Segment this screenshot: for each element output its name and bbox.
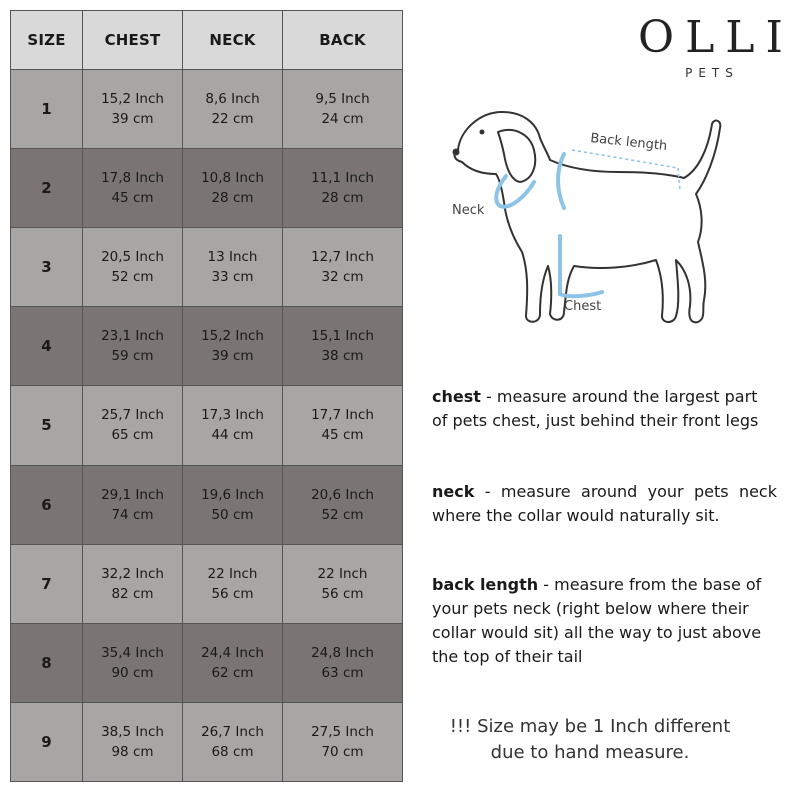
back-cell <box>283 149 402 227</box>
chest-description <box>432 385 777 433</box>
back-cm: 38 cm <box>321 348 364 365</box>
size-cell <box>11 70 83 148</box>
table-row <box>11 70 402 149</box>
size-value: 8 <box>41 653 52 672</box>
size-cell <box>11 307 83 385</box>
neck-cm: 28 cm <box>211 190 254 207</box>
back-cell <box>283 703 402 781</box>
back-inch: 17,7 Inch <box>311 407 374 424</box>
neck-cm: 33 cm <box>211 269 254 286</box>
neck-inch: 10,8 Inch <box>201 170 264 187</box>
chest-inch: 25,7 Inch <box>101 407 164 424</box>
table-header-row <box>11 11 402 70</box>
neck-label: Neck <box>452 203 485 218</box>
size-value: 4 <box>41 337 52 356</box>
neck-inch: 15,2 Inch <box>201 328 264 345</box>
chest-cell <box>83 466 183 544</box>
size-value: 1 <box>41 100 52 119</box>
neck-text: - measure around your pets neck where the collar would naturally sit. <box>432 482 777 525</box>
neck-inch: 19,6 Inch <box>201 486 264 503</box>
neck-cell <box>183 149 283 227</box>
brand-logo <box>630 12 794 80</box>
table-row <box>11 545 402 624</box>
chest-cell <box>83 624 183 702</box>
table-row <box>11 149 402 228</box>
chest-inch: 29,1 Inch <box>101 486 164 503</box>
size-value: 7 <box>41 574 52 593</box>
neck-cell <box>183 70 283 148</box>
chest-label: Chest <box>564 299 602 314</box>
neck-inch: 17,3 Inch <box>201 407 264 424</box>
back-cm: 52 cm <box>321 506 364 523</box>
chest-inch: 35,4 Inch <box>101 644 164 661</box>
brand-name: OLLI <box>638 12 794 63</box>
size-cell <box>11 545 83 623</box>
table-row <box>11 228 402 307</box>
chest-cell <box>83 703 183 781</box>
chest-inch: 20,5 Inch <box>101 249 164 266</box>
back-inch: 27,5 Inch <box>311 723 374 740</box>
table-body <box>11 70 402 781</box>
neck-cm: 68 cm <box>211 743 254 760</box>
neck-cell <box>183 624 283 702</box>
back-inch: 15,1 Inch <box>311 328 374 345</box>
neck-cell <box>183 703 283 781</box>
neck-inch: 26,7 Inch <box>201 723 264 740</box>
back-cell <box>283 228 402 306</box>
chest-inch: 17,8 Inch <box>101 170 164 187</box>
back-cm: 70 cm <box>321 743 364 760</box>
size-cell <box>11 703 83 781</box>
chest-cm: 39 cm <box>111 111 154 128</box>
chest-cell <box>83 386 183 464</box>
chest-cm: 65 cm <box>111 427 154 444</box>
back-inch: 12,7 Inch <box>311 249 374 266</box>
header-back: BACK <box>319 31 366 49</box>
chest-cell <box>83 70 183 148</box>
neck-cell <box>183 228 283 306</box>
size-value: 9 <box>41 732 52 751</box>
back-cell <box>283 545 402 623</box>
chest-cell <box>83 228 183 306</box>
back-cm: 32 cm <box>321 269 364 286</box>
chest-inch: 32,2 Inch <box>101 565 164 582</box>
chest-cm: 98 cm <box>111 743 154 760</box>
back-cm: 56 cm <box>321 585 364 602</box>
chest-cell <box>83 307 183 385</box>
note-line-1: !!! Size may be 1 Inch different <box>449 716 731 737</box>
back-cm: 28 cm <box>321 190 364 207</box>
neck-cell <box>183 307 283 385</box>
neck-cm: 44 cm <box>211 427 254 444</box>
neck-cm: 62 cm <box>211 664 254 681</box>
measurement-note <box>440 714 740 766</box>
chest-cm: 45 cm <box>111 190 154 207</box>
chest-inch: 38,5 Inch <box>101 723 164 740</box>
back-cm: 63 cm <box>321 664 364 681</box>
size-cell <box>11 624 83 702</box>
header-chest: CHEST <box>83 11 183 69</box>
size-chart-table <box>10 10 403 782</box>
size-cell <box>11 149 83 227</box>
back-text: - measure from the base of your pets neck (right below where their collar would sit) all the way to just above the top of their tail <box>432 575 762 666</box>
back-inch: 9,5 Inch <box>315 91 370 108</box>
table-row <box>11 386 402 465</box>
back-cm: 24 cm <box>321 111 364 128</box>
neck-inch: 22 Inch <box>207 565 258 582</box>
back-cell <box>283 70 402 148</box>
back-inch: 20,6 Inch <box>311 486 374 503</box>
dog-measurement-diagram <box>440 110 740 350</box>
chest-cm: 82 cm <box>111 585 154 602</box>
table-row <box>11 307 402 386</box>
header-neck: NECK <box>183 11 283 69</box>
neck-cm: 39 cm <box>211 348 254 365</box>
back-inch: 24,8 Inch <box>311 644 374 661</box>
size-value: 5 <box>41 416 52 435</box>
neck-cm: 56 cm <box>211 585 254 602</box>
neck-cm: 50 cm <box>211 506 254 523</box>
size-value: 3 <box>41 258 52 277</box>
neck-inch: 8,6 Inch <box>205 91 260 108</box>
chest-term: chest <box>432 387 481 406</box>
back-cell <box>283 466 402 544</box>
brand-subtitle: PETS <box>685 66 739 80</box>
neck-cell <box>183 545 283 623</box>
chest-inch: 15,2 Inch <box>101 91 164 108</box>
chest-cell <box>83 149 183 227</box>
back-inch: 22 Inch <box>317 565 368 582</box>
size-value: 6 <box>41 495 52 514</box>
size-cell <box>11 228 83 306</box>
neck-cm: 22 cm <box>211 111 254 128</box>
header-size: SIZE <box>11 11 83 69</box>
back-length-label: Back length <box>589 131 668 155</box>
back-length-description <box>432 573 777 669</box>
back-cell <box>283 624 402 702</box>
neck-inch: 24,4 Inch <box>201 644 264 661</box>
chest-cm: 59 cm <box>111 348 154 365</box>
back-inch: 11,1 Inch <box>311 170 374 187</box>
note-line-2: due to hand measure. <box>490 742 690 763</box>
chest-inch: 23,1 Inch <box>101 328 164 345</box>
size-cell <box>11 466 83 544</box>
neck-description <box>432 480 777 528</box>
back-cell <box>283 307 402 385</box>
neck-cell <box>183 386 283 464</box>
chest-text: - measure around the largest part of pets chest, just behind their front legs <box>432 387 759 430</box>
size-value: 2 <box>41 179 52 198</box>
chest-cell <box>83 545 183 623</box>
back-cell <box>283 386 402 464</box>
chest-cm: 90 cm <box>111 664 154 681</box>
table-row <box>11 703 402 781</box>
table-row <box>11 466 402 545</box>
back-cm: 45 cm <box>321 427 364 444</box>
back-term: back length <box>432 575 539 594</box>
neck-inch: 13 Inch <box>207 249 258 266</box>
neck-term: neck <box>432 482 475 501</box>
dog-silhouette-icon <box>453 112 721 322</box>
table-row <box>11 624 402 703</box>
neck-cell <box>183 466 283 544</box>
chest-cm: 52 cm <box>111 269 154 286</box>
size-cell <box>11 386 83 464</box>
chest-cm: 74 cm <box>111 506 154 523</box>
